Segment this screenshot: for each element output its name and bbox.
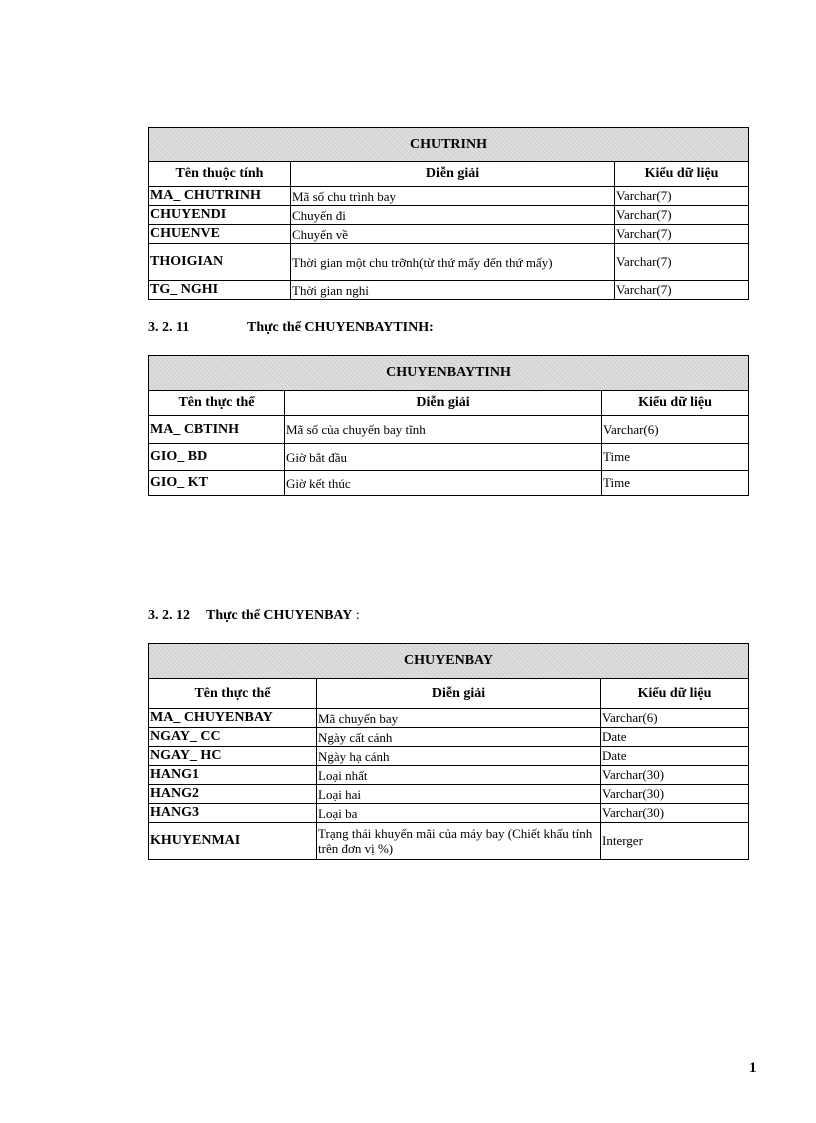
attribute-description: Giờ kết thúc [285, 471, 602, 496]
attribute-name: THOIGIAN [149, 244, 291, 281]
attribute-type: Date [601, 728, 749, 747]
attribute-description: Chuyến về [291, 225, 615, 244]
attribute-description: Loại ba [317, 804, 601, 823]
attribute-description: Giờ bắt đầu [285, 444, 602, 471]
section-title: Thực thể CHUYENBAYTINH: [247, 320, 434, 335]
table-row [149, 187, 749, 206]
table-row [149, 766, 749, 785]
page-number: 1 [749, 1060, 757, 1076]
column-header: Tên thực thể [149, 679, 317, 709]
table-row [149, 206, 749, 225]
attribute-description: Thời gian một chu trỡnh(từ thứ mấy đến thứ mấy) [291, 244, 615, 281]
column-header: Tên thuộc tính [149, 162, 291, 187]
column-header: Diễn giải [291, 162, 615, 187]
attribute-name: TG_ NGHI [149, 281, 291, 300]
column-header: Kiểu dữ liệu [601, 679, 749, 709]
attribute-type: Varchar(30) [601, 804, 749, 823]
attribute-type: Varchar(7) [615, 244, 749, 281]
attribute-type: Varchar(30) [601, 766, 749, 785]
attribute-description: Loại nhất [317, 766, 601, 785]
attribute-description: Mã số của chuyến bay tĩnh [285, 416, 602, 444]
attribute-name: KHUYENMAI [149, 823, 317, 860]
table-row [149, 471, 749, 496]
attribute-type: Varchar(7) [615, 206, 749, 225]
table-chuyenbaytinh [148, 355, 749, 496]
table-row [149, 823, 749, 860]
attribute-description: Thời gian nghỉ [291, 281, 615, 300]
attribute-name: HANG1 [149, 766, 317, 785]
attribute-type: Varchar(7) [615, 225, 749, 244]
attribute-description: Mã chuyến bay [317, 709, 601, 728]
table-row [149, 747, 749, 766]
attribute-type: Time [602, 444, 749, 471]
attribute-type: Varchar(7) [615, 281, 749, 300]
attribute-name: NGAY_ HC [149, 747, 317, 766]
attribute-name: NGAY_ CC [149, 728, 317, 747]
table-row [149, 244, 749, 281]
attribute-type: Varchar(6) [601, 709, 749, 728]
attribute-name: GIO_ KT [149, 471, 285, 496]
table-row [149, 225, 749, 244]
attribute-name: HANG2 [149, 785, 317, 804]
table-title: CHUYENBAYTINH [149, 356, 749, 391]
table-row [149, 804, 749, 823]
attribute-name: CHUENVE [149, 225, 291, 244]
column-header: Kiểu dữ liệu [602, 391, 749, 416]
attribute-name: MA_ CHUYENBAY [149, 709, 317, 728]
attribute-description: Trạng thái khuyến mãi của máy bay (Chiết khấu tính trên đơn vị %) [317, 823, 601, 860]
attribute-description: Loại hai [317, 785, 601, 804]
attribute-name: CHUYENDI [149, 206, 291, 225]
table-chutrinh [148, 127, 749, 300]
table-row [149, 785, 749, 804]
table-title: CHUTRINH [149, 128, 749, 162]
table-title: CHUYENBAY [149, 644, 749, 679]
attribute-name: HANG3 [149, 804, 317, 823]
column-header: Diễn giải [285, 391, 602, 416]
attribute-type: Varchar(6) [602, 416, 749, 444]
attribute-type: Date [601, 747, 749, 766]
section-number: 3. 2. 11 [148, 320, 190, 335]
attribute-type: Time [602, 471, 749, 496]
table-row [149, 416, 749, 444]
table-row [149, 281, 749, 300]
attribute-name: MA_ CBTINH [149, 416, 285, 444]
attribute-type: Varchar(7) [615, 187, 749, 206]
attribute-name: GIO_ BD [149, 444, 285, 471]
column-header: Diễn giải [317, 679, 601, 709]
table-row [149, 728, 749, 747]
attribute-description: Mã số chu trình bay [291, 187, 615, 206]
attribute-name: MA_ CHUTRINH [149, 187, 291, 206]
table-row [149, 444, 749, 471]
table-row [149, 709, 749, 728]
attribute-type: Interger [601, 823, 749, 860]
attribute-type: Varchar(30) [601, 785, 749, 804]
attribute-description: Chuyến đi [291, 206, 615, 225]
section-heading [148, 320, 434, 336]
section-number: 3. 2. 12 [148, 608, 190, 623]
section-heading [148, 608, 360, 624]
column-header: Tên thực thể [149, 391, 285, 416]
attribute-description: Ngày hạ cánh [317, 747, 601, 766]
section-title: Thực thể CHUYENBAY [206, 608, 353, 623]
attribute-description: Ngày cất cánh [317, 728, 601, 747]
section-suffix: : [352, 608, 360, 623]
table-chuyenbay [148, 643, 749, 860]
column-header: Kiểu dữ liệu [615, 162, 749, 187]
